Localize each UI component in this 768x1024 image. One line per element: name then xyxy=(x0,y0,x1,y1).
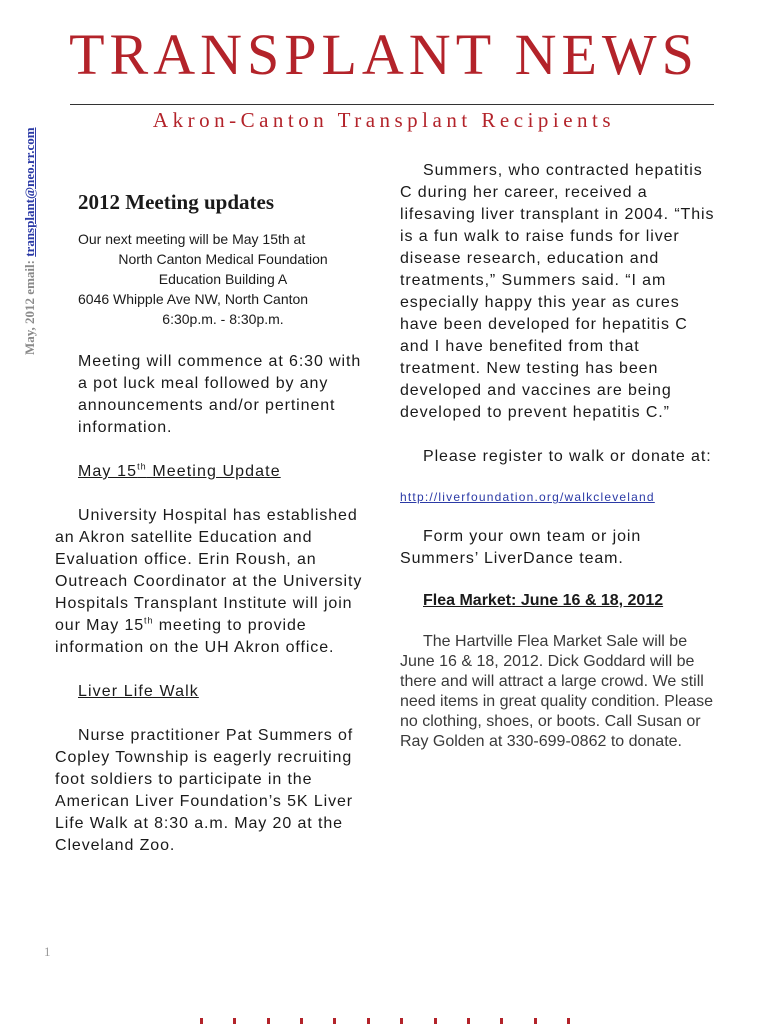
commence-paragraph: Meeting will commence at 6:30 with a pot luck meal followed by any announcements and/or pertinent information. xyxy=(78,353,362,436)
footer-mark xyxy=(467,1018,470,1024)
ordinal-suffix: th xyxy=(144,615,154,626)
email-link[interactable]: transplant@neo.rr.com xyxy=(22,127,37,257)
newsletter-title: TRANSPLANT NEWS xyxy=(69,22,699,87)
footer-decoration xyxy=(200,1018,570,1024)
footer-mark xyxy=(200,1018,203,1024)
register-paragraph: Please register to walk or donate at: xyxy=(423,448,712,465)
footer-mark xyxy=(233,1018,236,1024)
footer-mark xyxy=(434,1018,437,1024)
summers-paragraph: Summers, who contracted hepatitis C during her career, received a lifesaving liver transplant in 2004. “This is a fun walk to raise funds for liver disease research, education and treatments,” Summers said. “I am especially happy this year as cures have been developed for hepatitis C and I have benefited from that treatment. New testing has been developed and vaccines are being developed to prevent hepatitis C.” xyxy=(400,162,715,421)
footer-mark xyxy=(567,1018,570,1024)
ordinal-suffix: th xyxy=(137,461,147,472)
masthead-divider xyxy=(70,104,714,105)
flea-market-paragraph: The Hartville Flea Market Sale will be June 16 & 18, 2012. Dick Goddard will be there and will attract a large crowd. We still need items in great quality condition. Please no clothing, shoes, or boots. Call Susan or Ray Golden at 330-699-0862 to donate. xyxy=(400,633,714,750)
newsletter-subtitle: Akron-Canton Transplant Recipients xyxy=(152,108,616,132)
flea-market-heading: Flea Market: June 16 & 18, 2012 xyxy=(423,592,664,609)
right-column xyxy=(400,160,718,752)
footer-mark xyxy=(400,1018,403,1024)
liver-life-walk-heading: Liver Life Walk xyxy=(78,683,199,700)
meeting-info-line: North Canton Medical Foundation xyxy=(118,251,328,267)
footer-mark xyxy=(267,1018,270,1024)
meeting-updates-heading: 2012 Meeting updates xyxy=(78,190,274,214)
hospital-paragraph-text: meeting to provide information on the UH Akron office. xyxy=(55,617,335,656)
footer-mark xyxy=(333,1018,336,1024)
walk-paragraph: Nurse practitioner Pat Summers of Copley Township is eagerly recruiting foot soldiers to participate in the American Liver Foundation’s 5K Liver Life Walk at 8:30 a.m. May 20 at the Cleveland Zoo. xyxy=(55,727,354,854)
meeting-info-line: 6046 Whipple Ave NW, North Canton xyxy=(78,291,309,307)
sidebar-date-email xyxy=(22,127,38,355)
may-update-heading-text: Meeting Update xyxy=(146,463,281,480)
team-paragraph: Form your own team or join Summers’ LiverDance team. xyxy=(400,528,642,567)
footer-mark xyxy=(300,1018,303,1024)
footer-mark xyxy=(534,1018,537,1024)
hospital-paragraph xyxy=(55,505,375,659)
may-update-heading xyxy=(78,461,375,483)
meeting-info-line: Our next meeting will be May 15th at xyxy=(78,231,306,247)
meeting-info-line: 6:30p.m. - 8:30p.m. xyxy=(162,311,284,327)
sidebar-date-label: May, 2012 email: xyxy=(22,256,37,355)
meeting-info xyxy=(78,229,375,329)
meeting-info-line: Education Building A xyxy=(158,271,288,287)
hospital-paragraph-text: University Hospital has established an Akron satellite Education and Evaluation office. Erin Roush, an Outreach Coordinator at the University Hospitals Transplant Institute will join our May 15 xyxy=(55,507,363,634)
footer-mark xyxy=(500,1018,503,1024)
left-column xyxy=(55,190,375,879)
may-update-heading-text: May 15 xyxy=(78,463,138,480)
page-number: 1 xyxy=(44,944,51,959)
footer-mark xyxy=(367,1018,370,1024)
walk-cleveland-link[interactable]: http://liverfoundation.org/walkcleveland xyxy=(400,490,655,504)
